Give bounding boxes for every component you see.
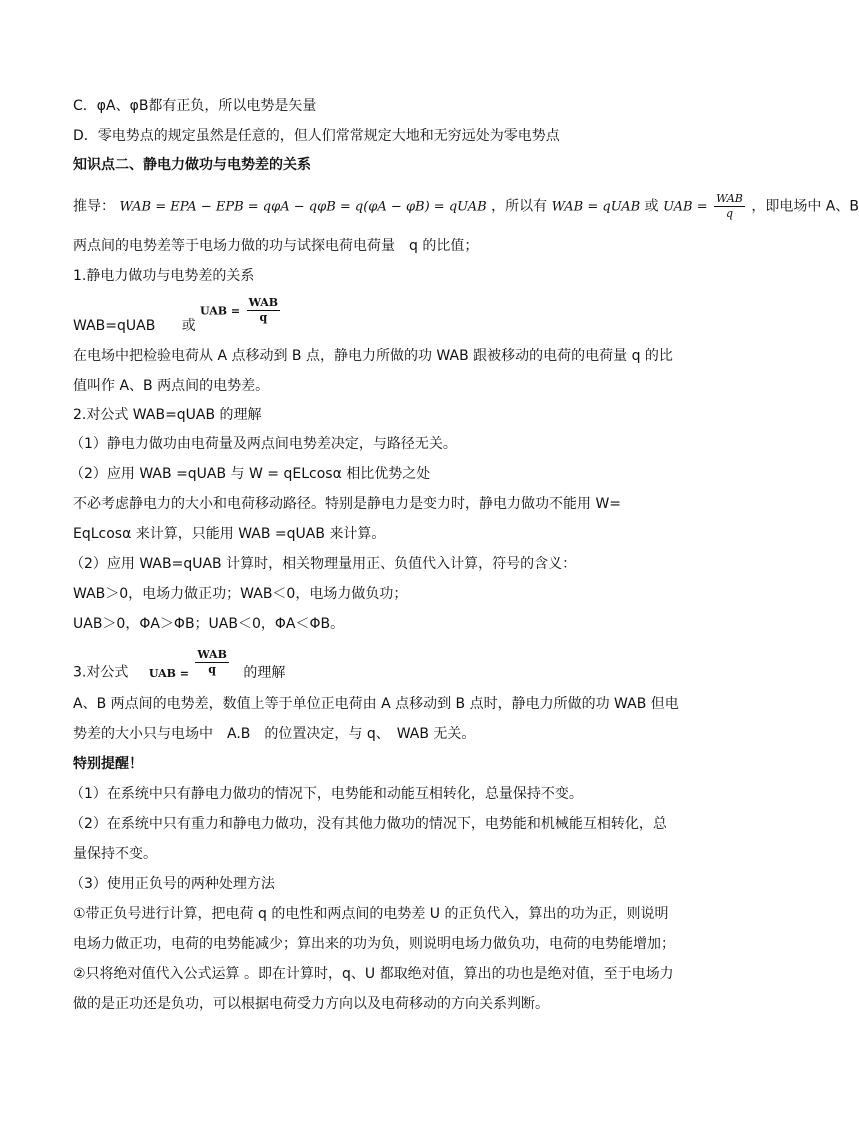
s1-formula: [200, 296, 282, 325]
tip-method-b2: 做的是正功还是负功，可以根据电荷受力方向以及电荷移动的方向关系判断。: [73, 996, 549, 1012]
tip-method-a1: ①带正负号进行计算，把电荷 q 的电性和两点间的电势差 U 的正负代入，算出的功为正，则说明: [73, 906, 669, 922]
derive-formula-2: WAB = qUAB: [551, 199, 641, 215]
derive-fraction-num: WAB: [716, 192, 743, 205]
derive-formula-3-lhs: UAB =: [663, 199, 708, 215]
s2-item-3: （2）应用 WAB=qUAB 计算时，相关物理量用正、负值代入计算，符号的含义：: [70, 556, 577, 572]
s1-equation: WAB=qUAB: [73, 318, 156, 334]
s3-fraction: [195, 648, 228, 677]
derivation-line: [73, 192, 859, 221]
s2-item-2: （2）应用 WAB =qUAB 与 W = qELcosα 相比优势之处: [70, 466, 431, 482]
s2-paragraph-1: 不必考虑静电力的大小和电荷移动路径。特别是静电力是变力时，静电力做功不能用 W=: [73, 496, 622, 512]
s1-fraction-den: q: [259, 311, 268, 324]
s1-fraction: [247, 296, 280, 325]
tip-item-2a: （2）在系统中只有重力和静电力做功，没有其他力做功的情况下，电势能和机械能互相转化，总: [70, 816, 667, 832]
option-c: C．φA、φB都有正负，所以电势是矢量: [73, 98, 317, 114]
s3-paragraph-1: A、B 两点间的电势差，数值上等于单位正电荷由 A 点移动到 B 点时，静电力所做的功 WAB 但电: [73, 696, 679, 712]
tip-method-b1: ②只将绝对值代入公式运算 。即在计算时，q、U 都取绝对值，算出的功也是绝对值，至于电场力: [73, 966, 674, 982]
s1-fraction-num: WAB: [248, 296, 279, 309]
tip-item-1: （1）在系统中只有静电力做功的情况下，电势能和动能互相转化，总量保持不变。: [70, 786, 583, 802]
subsection-1-title: 1.静电力做功与电势差的关系: [73, 268, 255, 284]
derive-fraction: [714, 192, 745, 221]
s3-paragraph-2: 势差的大小只与电场中 A.B 的位置决定，与 q、 WAB 无关。: [73, 726, 476, 742]
derive-prefix: 推导：: [73, 198, 115, 215]
tip-item-2b: 量保持不变。: [73, 846, 157, 862]
derive-fraction-den: q: [725, 207, 734, 220]
s1-equation-line: [73, 316, 196, 336]
s2-paragraph-2: EqLcosα 来计算，只能用 WAB =qUAB 来计算。: [73, 526, 386, 542]
s1-formula-lhs: UAB =: [200, 304, 241, 318]
s2-sign-potential: UAB＞0，ΦA＞ΦB；UAB＜0，ΦA＜ΦB。: [73, 616, 345, 632]
s1-paragraph-2: 值叫作 A、B 两点间的电势差。: [73, 378, 270, 394]
s3-suffix: 的理解: [243, 664, 286, 681]
derive-continuation: 两点间的电势差等于电场力做的功与试探电荷电荷量 q 的比值；: [73, 238, 479, 254]
subsection-2-title: 2.对公式 WAB=qUAB 的理解: [73, 407, 262, 423]
s1-or: 或: [181, 318, 196, 334]
s3-fraction-den: q: [208, 663, 216, 676]
s3-fraction-num: WAB: [197, 648, 227, 661]
derive-formula: WAB = EPA − EPB = qφA − qφB = q(φA − φB) = qUAB: [119, 199, 487, 215]
tip-item-3: （3）使用正负号的两种处理方法: [70, 876, 275, 892]
tip-method-a2: 电场力做正功，电荷的电势能减少；算出来的功为负，则说明电场力做负功，电荷的电势能增加；: [73, 936, 675, 952]
derive-suffix: ，即电场中 A、B: [751, 198, 859, 215]
s3-prefix: 3.对公式: [73, 664, 129, 681]
s1-paragraph-1: 在电场中把检验电荷从 A 点移动到 B 点，静电力所做的功 WAB 跟被移动的电荷的电荷量 q 的比: [73, 348, 673, 364]
option-d: D．零电势点的规定虽然是任意的，但人们常常规定大地和无穷远处为零电势点: [73, 128, 560, 144]
s2-item-1: （1）静电力做功由电荷量及两点间电势差决定，与路径无关。: [70, 436, 457, 452]
subsection-3-title: [73, 648, 286, 687]
section-heading: 知识点二、静电力做功与电势差的关系: [73, 157, 311, 173]
derive-mid: ，所以有: [491, 198, 548, 215]
derive-or: 或: [644, 198, 659, 215]
s2-sign-work: WAB＞0，电场力做正功；WAB＜0，电场力做负功；: [73, 586, 408, 602]
s3-formula-lhs: UAB =: [148, 666, 189, 680]
tip-heading: 特别提醒！: [73, 756, 143, 772]
